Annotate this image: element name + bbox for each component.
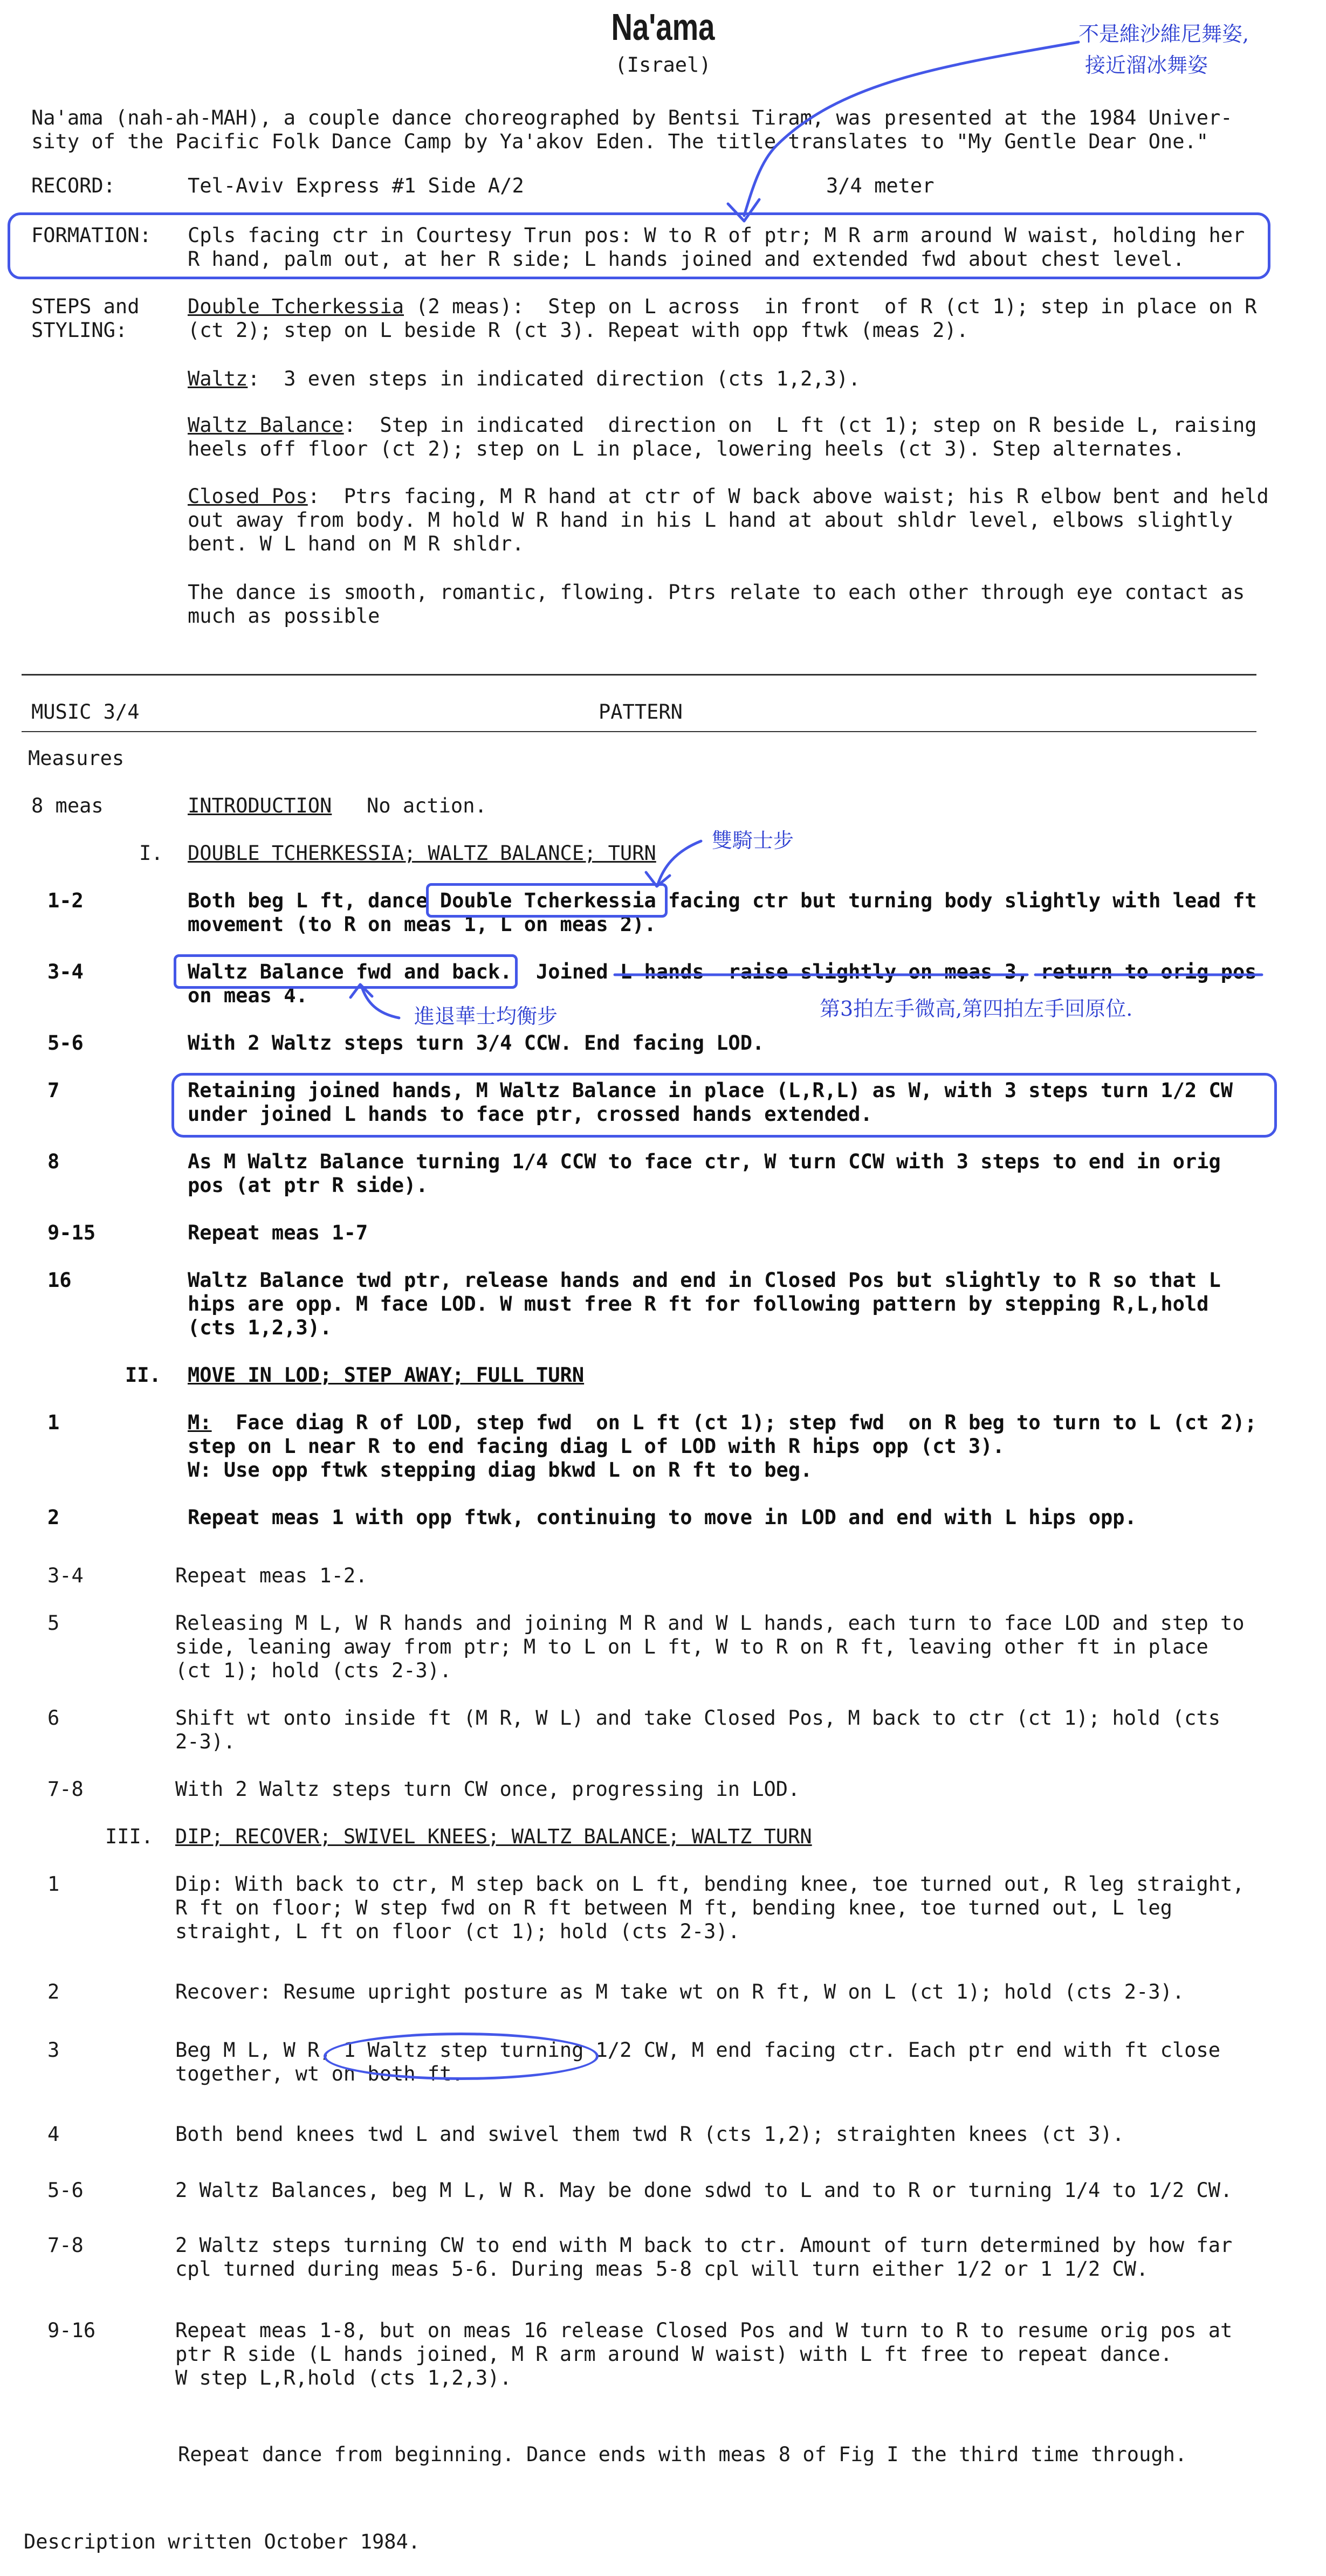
music-label: MUSIC 3/4: [31, 700, 140, 724]
fig3-m78-num: 7-8: [47, 2234, 84, 2257]
intro-line-1: Na'ama (nah-ah-MAH), a couple dance choreographed by Bentsi Tiram, was presented at the 1984 Univer-: [31, 106, 1233, 129]
fig2-m2-num: 2: [47, 1506, 60, 1529]
tcherkessia-annotation-arrowhead: [646, 872, 670, 886]
annotation-hands: 第3拍左手微高,第四拍左手回原位.: [820, 997, 1133, 1021]
fig3-m3-line-1: Beg M L, W R, 1 Waltz step turning 1/2 CW, M end facing ctr. Each ptr end with ft close: [175, 2038, 1221, 2062]
fig3-numeral: III.: [105, 1825, 154, 1848]
fig1-m56: With 2 Waltz steps turn 3/4 CCW. End facing LOD.: [188, 1031, 765, 1055]
fig1-m34-b: Joined L hands raise slightly on meas 3,: [512, 960, 1041, 983]
fig2-m1-rest: Face diag R of LOD, step fwd on L ft (ct 1); step fwd on R beg to turn to L (ct 2);: [211, 1411, 1257, 1434]
intro-measures: 8 meas: [31, 794, 104, 817]
fig2-m1-num: 1: [47, 1411, 60, 1434]
fig1-m915-num: 9-15: [47, 1221, 96, 1244]
fig1-m915: Repeat meas 1-7: [188, 1221, 368, 1244]
fig1-m16-line-1: Waltz Balance twd ptr, release hands and end in Closed Pos but slightly to R so that L: [188, 1269, 1221, 1292]
fig3-m3-num: 3: [47, 2038, 60, 2062]
fig2-m78-num: 7-8: [47, 1778, 84, 1801]
fig1-m12-c: facing ctr but turning body slightly with lead ft: [656, 889, 1257, 912]
fig3-m2-num: 2: [47, 1980, 60, 2003]
closed-pos-def-rest: : Ptrs facing, M R hand at ctr of W back above waist; his R elbow bent and held: [307, 485, 1269, 508]
fig2-m5-line-1: Releasing M L, W R hands and joining M R and W L hands, each turn to face LOD and step to: [175, 1611, 1245, 1635]
fig1-m16-line-2: hips are opp. M face LOD. W must free R ft for following pattern by stepping R,L,hold: [188, 1292, 1209, 1315]
formation-label: FORMATION:: [31, 224, 152, 247]
tcherkessia-term: Double Tcherkessia: [188, 295, 404, 318]
fig2-m5-num: 5: [47, 1611, 60, 1635]
fig1-m34-c: return to orig pos: [1040, 960, 1257, 983]
annotation-top-line-1: 不是維沙維尼舞姿,: [1078, 22, 1249, 46]
fig1-m34-num: 3-4: [47, 960, 84, 983]
country-subtitle: (Israel): [615, 53, 711, 77]
fig2-m5-line-3: (ct 1); hold (cts 2-3).: [175, 1659, 452, 1682]
waltz-def-rest: : 3 even steps in indicated direction (cts 1,2,3).: [248, 367, 861, 390]
closed-pos-def-line-3: bent. W L hand on M R shldr.: [188, 532, 524, 555]
fig1-m16-line-3: (cts 1,2,3).: [188, 1316, 332, 1339]
steps-label-2: STYLING:: [31, 319, 128, 342]
fig3-m916-line-3: W step L,R,hold (cts 1,2,3).: [175, 2366, 512, 2389]
styling-line-2: much as possible: [188, 604, 380, 628]
fig3-m78-line-1: 2 Waltz steps turning CW to end with M back to ctr. Amount of turn determined by how far: [175, 2234, 1233, 2257]
closed-pos-term: Closed Pos: [188, 485, 308, 508]
waltz-term: Waltz: [188, 367, 248, 390]
fig1-m12-a: Both beg L ft, dance: [188, 889, 440, 912]
fig2-m2: Repeat meas 1 with opp ftwk, continuing to move in LOD and end with L hips opp.: [188, 1506, 1137, 1529]
waltz-balance-def-rest: : Step in indicated direction on L ft (ct 1); step on R beside L, raising: [343, 414, 1257, 437]
fig1-numeral: I.: [139, 842, 163, 865]
fig3-m916-line-2: ptr R side (L hands joined, M R arm around W waist) with L ft free to repeat dance.: [175, 2343, 1172, 2366]
formation-annotation-arrowhead: [728, 199, 759, 221]
fig2-numeral: II.: [125, 1363, 161, 1387]
intro-name: INTRODUCTION: [188, 794, 332, 817]
tcherkessia-def-line-2: (ct 2); step on L beside R (ct 3). Repeat with opp ftwk (meas 2).: [188, 319, 968, 342]
fig3-title: DIP; RECOVER; SWIVEL KNEES; WALTZ BALANCE; WALTZ TURN: [175, 1825, 812, 1848]
fig1-m34-a: Waltz Balance fwd and back.: [188, 960, 512, 983]
fig1-title: DOUBLE TCHERKESSIA; WALTZ BALANCE; TURN: [188, 842, 656, 865]
fig1-m16-num: 16: [47, 1269, 72, 1292]
waltz-balance-def-line-2: heels off floor (ct 2); step on L in place, lowering heels (ct 3). Step alternates.: [188, 437, 1185, 460]
closed-pos-def-line-2: out away from body. M hold W R hand in his L hand at about shldr level, elbows slightly: [188, 508, 1233, 532]
fig1-m7-line-1: Retaining joined hands, M Waltz Balance in place (L,R,L) as W, with 3 steps turn 1/2 CW: [188, 1079, 1233, 1102]
fig1-m12-line-2: movement (to R on meas 1, L on meas 2).: [188, 913, 656, 936]
fig3-m916-num: 9-16: [47, 2319, 96, 2342]
fig3-m1-line-3: straight, L ft on floor (ct 1); hold (cts 2-3).: [175, 1920, 740, 1943]
page-title: Na'ama: [611, 6, 715, 48]
annotation-waltz-balance: 進退華士均衡步: [414, 1004, 558, 1028]
record-label: RECORD:: [31, 174, 115, 197]
fig1-m34-line-2: on meas 4.: [188, 984, 308, 1007]
pattern-label: PATTERN: [599, 700, 683, 724]
fig3-m4: Both bend knees twd L and swivel them twd R (cts 1,2); straighten knees (ct 3).: [175, 2123, 1124, 2146]
ending-text: Repeat dance from beginning. Dance ends with meas 8 of Fig I the third time through.: [178, 2443, 1187, 2466]
measures-label: Measures: [28, 747, 125, 770]
fig1-m8-line-1: As M Waltz Balance turning 1/4 CCW to face ctr, W turn CCW with 3 steps to end in orig: [188, 1150, 1221, 1173]
fig2-m5-line-2: side, leaning away from ptr; M to L on L ft, W to R on R ft, leaving other ft in place: [175, 1635, 1208, 1658]
fig2-m6-line-2: 2-3).: [175, 1730, 236, 1753]
fig3-m56-num: 5-6: [47, 2179, 84, 2202]
fig2-m6-num: 6: [47, 1706, 60, 1730]
fig2-m6-line-1: Shift wt onto inside ft (M R, W L) and take Closed Pos, M back to ctr (ct 1); hold (cts: [175, 1706, 1221, 1730]
waltz-balance-term: Waltz Balance: [188, 414, 344, 437]
fig2-m1-line-3: W: Use opp ftwk stepping diag bkwd L on R ft to beg.: [188, 1458, 813, 1482]
fig2-m1-man: M:: [188, 1411, 212, 1434]
fig3-m1-line-1: Dip: With back to ctr, M step back on L ft, bending knee, toe turned out, R leg straight,: [175, 1872, 1245, 1896]
fig2-m78: With 2 Waltz steps turn CW once, progressing in LOD.: [175, 1778, 800, 1801]
fig1-m56-num: 5-6: [47, 1031, 84, 1055]
record-value: Tel-Aviv Express #1 Side A/2: [188, 174, 524, 197]
fig1-m7-line-2: under joined L hands to face ptr, crossed hands extended.: [188, 1103, 872, 1126]
steps-label-1: STEPS and: [31, 295, 140, 318]
fig2-m34: Repeat meas 1-2.: [175, 1564, 368, 1587]
fig3-m78-line-2: cpl turned during meas 5-6. During meas 5-8 cpl will turn either 1/2 or 1 1/2 CW.: [175, 2257, 1149, 2281]
styling-line-1: The dance is smooth, romantic, flowing. Ptrs relate to each other through eye contact as: [188, 581, 1245, 604]
fig3-m56: 2 Waltz Balances, beg M L, W R. May be done sdwd to L and to R or turning 1/4 to 1/2 CW.: [175, 2179, 1233, 2202]
formation-annotation-arrow: [744, 42, 1078, 216]
record-meter: 3/4 meter: [826, 174, 935, 197]
annotation-tcherkessia: 雙騎士步: [712, 829, 794, 852]
annotation-top-line-2: 接近溜冰舞姿: [1085, 53, 1208, 77]
fig1-m8-line-2: pos (at ptr R side).: [188, 1174, 428, 1197]
fig2-m34-num: 3-4: [47, 1564, 84, 1587]
fig1-m12-b: Double Tcherkessia: [439, 889, 656, 912]
formation-line-2: R hand, palm out, at her R side; L hands joined and extended fwd about chest level.: [188, 247, 1185, 271]
intro-text: No action.: [367, 794, 487, 817]
formation-line-1: Cpls facing ctr in Courtesy Trun pos: W to R of ptr; M R arm around W waist, holding her: [188, 224, 1245, 247]
fig1-m12-num: 1-2: [47, 889, 84, 912]
fig3-m1-line-2: R ft on floor; W step fwd on R ft between M ft, bending knee, toe turned out, L leg: [175, 1896, 1172, 1919]
fig2-m1-line-2: step on L near R to end facing diag L of LOD with R hips opp (ct 3).: [188, 1435, 1005, 1458]
intro-line-2: sity of the Pacific Folk Dance Camp by Ya'akov Eden. The title translates to "My Gentle Dear One.": [31, 130, 1209, 153]
fig3-m1-num: 1: [47, 1872, 60, 1896]
footer-note: Description written October 1984.: [24, 2530, 421, 2553]
fig2-title: MOVE IN LOD; STEP AWAY; FULL TURN: [188, 1363, 585, 1387]
fig3-m2: Recover: Resume upright posture as M take wt on R ft, W on L (ct 1); hold (cts 2-3).: [175, 1980, 1185, 2003]
fig3-m4-num: 4: [47, 2123, 60, 2146]
tcherkessia-annotation-line: [658, 841, 701, 884]
fig1-m8-num: 8: [47, 1150, 60, 1173]
tcherkessia-def-rest: (2 meas): Step on L across in front of R (ct 1); step in place on R: [403, 295, 1257, 318]
fig3-m916-line-1: Repeat meas 1-8, but on meas 16 release Closed Pos and W turn to R to resume orig pos at: [175, 2319, 1233, 2342]
fig1-m7-num: 7: [47, 1079, 60, 1102]
fig3-m3-line-2: together, wt on both ft.: [175, 2062, 464, 2085]
waltz-balance-annotation-arrowhead: [351, 984, 372, 997]
